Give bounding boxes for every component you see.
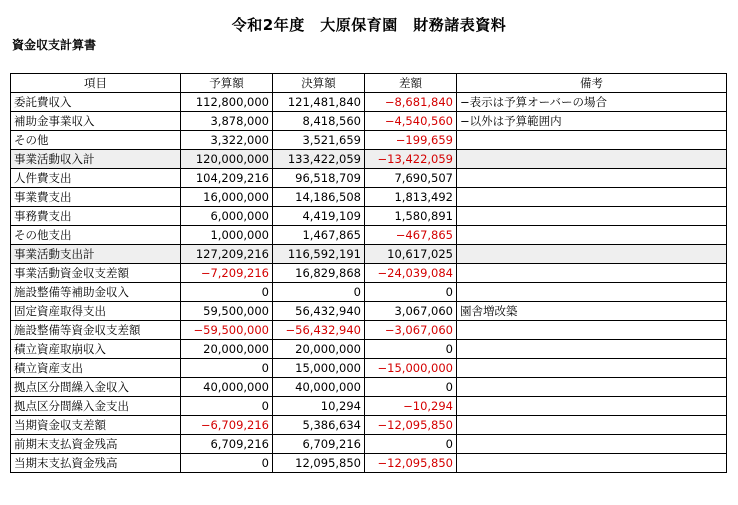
table-row [11,131,727,150]
cell-note [457,435,727,454]
cell-budget: 59,500,000 [181,302,273,321]
cash-flow-table [10,73,727,473]
cell-item: 補助金事業収入 [11,112,181,131]
cell-note [457,264,727,283]
cell-budget: 0 [181,283,273,302]
cell-difference: 10,617,025 [365,245,457,264]
cell-actual: 6,709,216 [273,435,365,454]
cell-item: 当期末支払資金残高 [11,454,181,473]
cell-actual: 56,432,940 [273,302,365,321]
cell-note [457,169,727,188]
table-body [11,93,727,473]
cell-actual: 3,521,659 [273,131,365,150]
cell-note [457,340,727,359]
table-row [11,454,727,473]
cell-actual: 0 [273,283,365,302]
cell-item: 積立資産取崩収入 [11,340,181,359]
cell-note [457,188,727,207]
cell-item: 事業費支出 [11,188,181,207]
cell-note [457,131,727,150]
cell-actual: 5,386,634 [273,416,365,435]
cell-note [457,150,727,169]
cell-budget: 112,800,000 [181,93,273,112]
cell-actual: 96,518,709 [273,169,365,188]
cell-actual: 1,467,865 [273,226,365,245]
cell-item: 事業活動収入計 [11,150,181,169]
cell-item: 積立資産支出 [11,359,181,378]
cell-note: 園舎増改築 [457,302,727,321]
cell-difference: 7,690,507 [365,169,457,188]
cell-actual: 133,422,059 [273,150,365,169]
cell-budget: 104,209,216 [181,169,273,188]
cell-item: 固定資産取得支出 [11,302,181,321]
table-row [11,283,727,302]
table-row [11,416,727,435]
column-header-actual: 決算額 [273,74,365,93]
cell-item: 事務費支出 [11,207,181,226]
cell-difference: 1,813,492 [365,188,457,207]
cell-note [457,283,727,302]
cell-actual: 116,592,191 [273,245,365,264]
table-row [11,378,727,397]
cell-difference: −8,681,840 [365,93,457,112]
cell-actual: 20,000,000 [273,340,365,359]
cell-actual: 14,186,508 [273,188,365,207]
cell-difference: −24,039,084 [365,264,457,283]
cell-note [457,359,727,378]
cell-difference: −15,000,000 [365,359,457,378]
table-row [11,245,727,264]
cell-actual: 12,095,850 [273,454,365,473]
cell-note [457,321,727,340]
cell-difference: −3,067,060 [365,321,457,340]
table-row [11,93,727,112]
cell-budget: 0 [181,397,273,416]
table-row [11,435,727,454]
table-row [11,264,727,283]
cell-item: 当期資金収支差額 [11,416,181,435]
cell-budget: 6,709,216 [181,435,273,454]
table-row [11,112,727,131]
cell-difference: −12,095,850 [365,454,457,473]
cell-note [457,226,727,245]
cell-difference: −10,294 [365,397,457,416]
cell-difference: 0 [365,378,457,397]
table-row [11,302,727,321]
cell-actual: 10,294 [273,397,365,416]
report-title: 令和2年度 大原保育園 財務諸表資料 [231,16,507,34]
table-row [11,359,727,378]
table-row [11,397,727,416]
cell-difference: 3,067,060 [365,302,457,321]
column-header-difference: 差額 [365,74,457,93]
table-row [11,150,727,169]
cell-item: その他支出 [11,226,181,245]
cell-difference: 1,580,891 [365,207,457,226]
cell-difference: −199,659 [365,131,457,150]
cell-item: 施設整備等補助金収入 [11,283,181,302]
cell-actual: 8,418,560 [273,112,365,131]
cell-item: その他 [11,131,181,150]
column-header-item: 項目 [11,74,181,93]
cell-actual: 4,419,109 [273,207,365,226]
cell-note: −以外は予算範囲内 [457,112,727,131]
cell-budget: −6,709,216 [181,416,273,435]
cell-difference: −12,095,850 [365,416,457,435]
table-row [11,188,727,207]
cell-difference: 0 [365,435,457,454]
cell-budget: 120,000,000 [181,150,273,169]
cell-difference: −467,865 [365,226,457,245]
cell-item: 拠点区分間繰入金収入 [11,378,181,397]
column-header-budget: 予算額 [181,74,273,93]
cell-actual: 40,000,000 [273,378,365,397]
cell-difference: −4,540,560 [365,112,457,131]
cell-note: −表示は予算オーバーの場合 [457,93,727,112]
table-row [11,169,727,188]
cell-actual: −56,432,940 [273,321,365,340]
cell-item: 拠点区分間繰入金支出 [11,397,181,416]
cell-budget: 0 [181,359,273,378]
cell-budget: 40,000,000 [181,378,273,397]
cell-budget: −7,209,216 [181,264,273,283]
cell-actual: 121,481,840 [273,93,365,112]
cell-item: 事業活動資金収支差額 [11,264,181,283]
table-row [11,321,727,340]
cell-budget: 3,322,000 [181,131,273,150]
table-row [11,207,727,226]
cell-budget: 20,000,000 [181,340,273,359]
cell-budget: 0 [181,454,273,473]
cell-note [457,378,727,397]
table-row [11,226,727,245]
cell-item: 委託費収入 [11,93,181,112]
cell-budget: 1,000,000 [181,226,273,245]
cell-note [457,397,727,416]
cell-item: 前期末支払資金残高 [11,435,181,454]
cell-note [457,245,727,264]
cell-budget: −59,500,000 [181,321,273,340]
report-subtitle: 資金収支計算書 [12,38,97,52]
cell-difference: 0 [365,340,457,359]
cell-budget: 127,209,216 [181,245,273,264]
cell-note [457,416,727,435]
table-header-row [11,74,727,93]
cell-budget: 16,000,000 [181,188,273,207]
cell-budget: 3,878,000 [181,112,273,131]
table-row [11,340,727,359]
cell-difference: 0 [365,283,457,302]
cell-note [457,207,727,226]
cell-actual: 15,000,000 [273,359,365,378]
cell-budget: 6,000,000 [181,207,273,226]
cell-item: 人件費支出 [11,169,181,188]
cell-actual: 16,829,868 [273,264,365,283]
cell-note [457,454,727,473]
cell-item: 事業活動支出計 [11,245,181,264]
column-header-notes: 備考 [457,74,727,93]
cell-item: 施設整備等資金収支差額 [11,321,181,340]
cell-difference: −13,422,059 [365,150,457,169]
